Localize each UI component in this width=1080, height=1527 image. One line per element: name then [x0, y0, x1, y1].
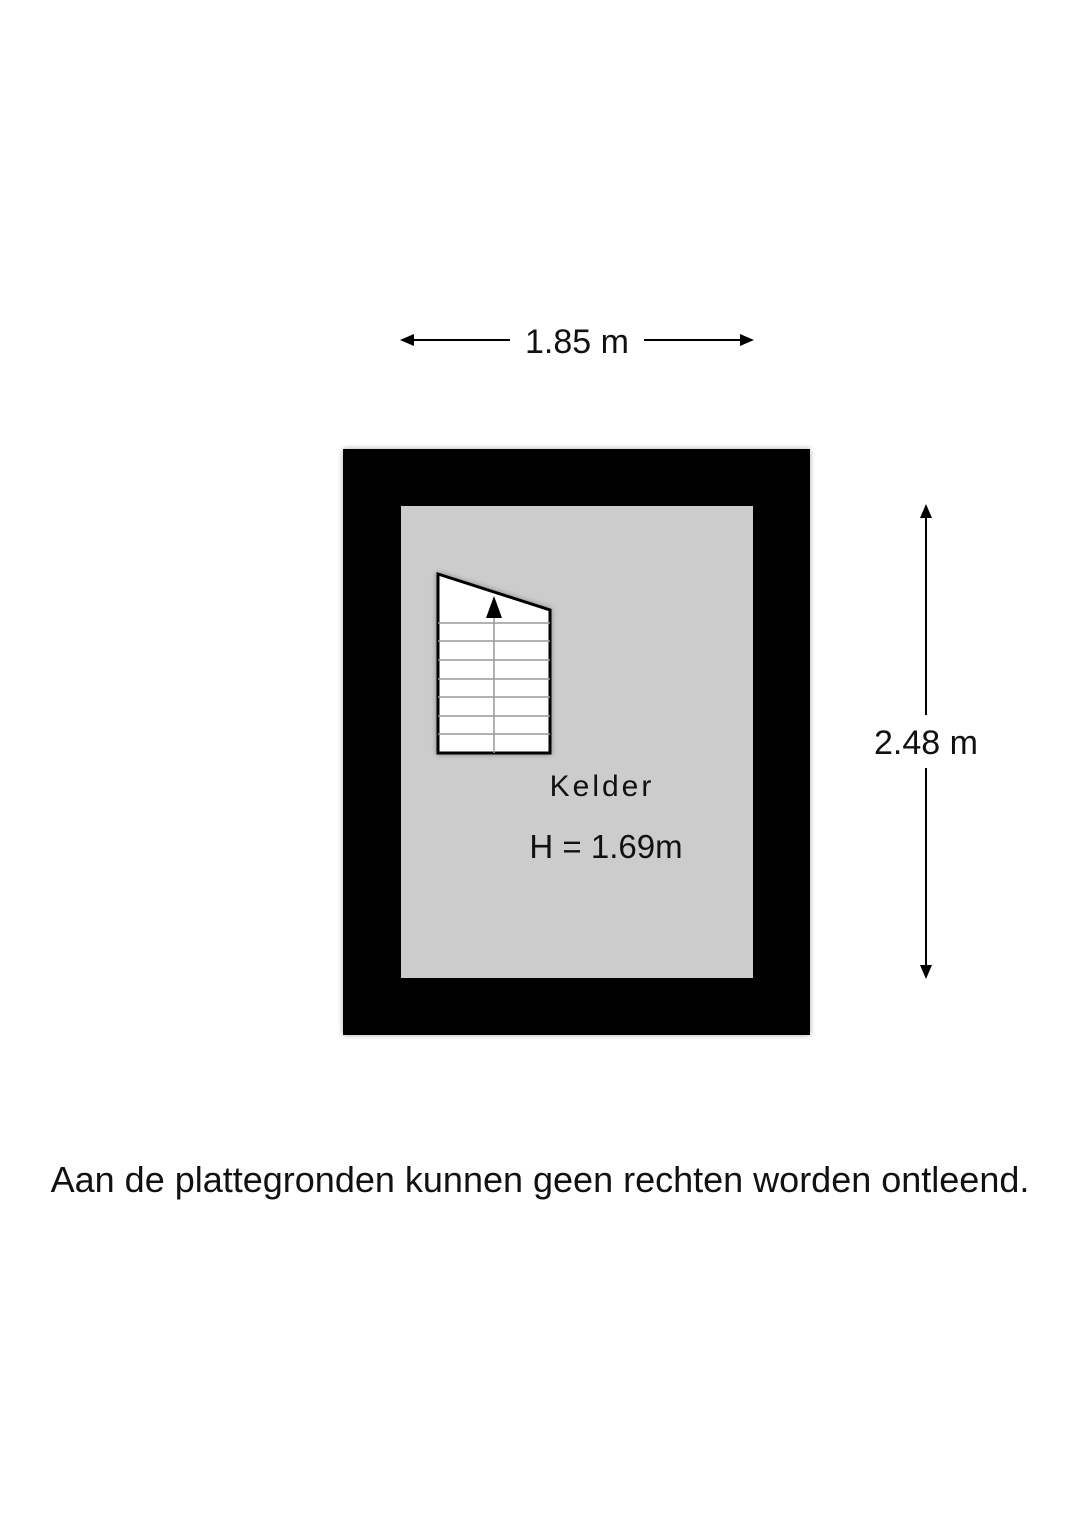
- depth-dimension-label: 2.48 m: [874, 724, 978, 762]
- width-dimension-label: 1.85 m: [525, 323, 629, 361]
- disclaimer-text: Aan de plattegronden kunnen geen rechten worden ontleend.: [50, 1159, 1030, 1200]
- depth-dimension: [874, 506, 978, 977]
- room-height: H = 1.69m: [529, 828, 683, 865]
- width-dimension: [402, 323, 752, 361]
- room-name: Kelder: [549, 770, 655, 803]
